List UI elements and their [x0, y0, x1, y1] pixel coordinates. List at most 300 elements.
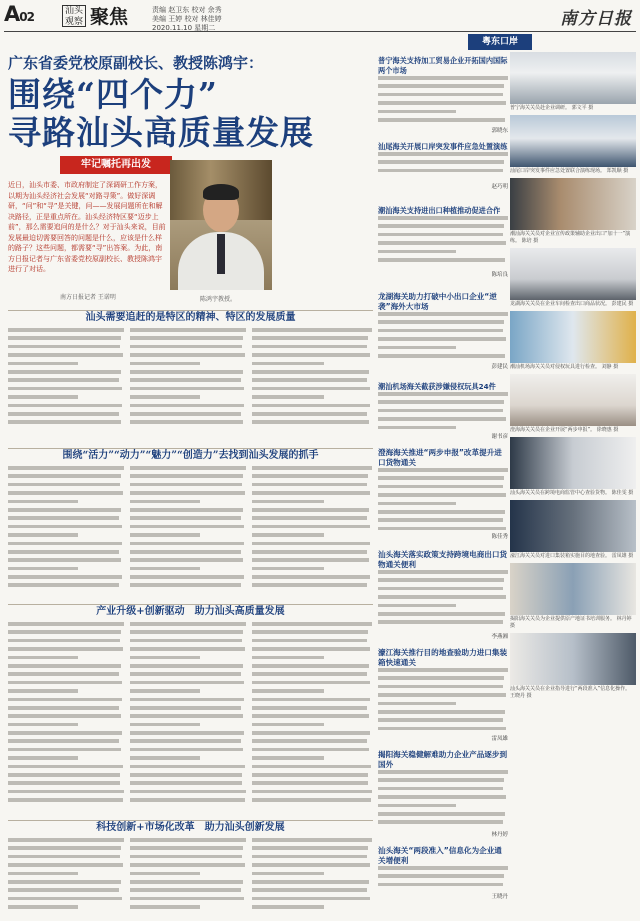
text-line: [378, 493, 506, 497]
text-line: [252, 370, 369, 374]
text-line: [8, 491, 123, 495]
text-line: [130, 748, 243, 752]
section-box: 汕头观察: [62, 5, 86, 27]
text-line: [130, 336, 243, 340]
photo-caption: 濠江海关关员对进口集装箱实施目的地查验。 雷凤雄 摄: [510, 553, 634, 559]
factory-photo: [510, 52, 636, 104]
text-line: [378, 518, 503, 522]
text-line: [8, 404, 122, 408]
text-line: [130, 630, 243, 634]
text-line: [378, 804, 456, 808]
body-text-column: [252, 838, 372, 916]
text-line: [130, 639, 242, 643]
text-line: [130, 880, 243, 884]
text-line: [378, 468, 508, 472]
text-line: [8, 681, 122, 685]
text-line: [8, 370, 121, 374]
text-line: [8, 466, 124, 470]
text-line: [130, 533, 200, 537]
text-line: [252, 714, 369, 718]
text-line: [252, 491, 370, 495]
text-line: [8, 558, 121, 562]
brief-title: 濠江海关推行目的地查验助力进口集装箱快速通关: [378, 648, 508, 667]
text-line: [252, 395, 324, 399]
text-line: [378, 169, 503, 173]
text-line: [252, 698, 370, 702]
brief-body: [378, 76, 508, 126]
text-line: [378, 76, 508, 80]
text-line: [8, 474, 121, 478]
text-line: [378, 417, 506, 421]
text-line: [378, 118, 505, 122]
text-line: [378, 727, 506, 731]
text-line: [378, 578, 504, 582]
text-line: [8, 723, 78, 727]
photo-caption: 澄海海关关员在企业开展“两步申报”。 徐晓惠 摄: [510, 427, 619, 433]
text-line: [130, 714, 243, 718]
body-text-column: [252, 466, 372, 592]
news-photo: [510, 500, 636, 560]
news-photo: [510, 374, 636, 434]
toys-photo: [510, 311, 636, 363]
text-line: [8, 575, 122, 579]
brief-body: [378, 468, 508, 532]
lead-title-line2: 寻路汕头高质量发展: [8, 113, 314, 152]
text-line: [8, 387, 122, 391]
text-line: [130, 387, 244, 391]
text-line: [378, 485, 503, 489]
text-line: [252, 672, 367, 676]
text-line: [8, 656, 78, 660]
text-line: [8, 880, 121, 884]
brief-body: [378, 770, 508, 830]
news-photo: [510, 52, 636, 112]
text-line: [252, 353, 370, 357]
text-line: [130, 353, 245, 357]
text-line: [378, 84, 504, 88]
text-line: [252, 838, 372, 842]
text-line: [130, 362, 200, 366]
lead-byline: 南方日报记者 王诺明: [60, 294, 116, 301]
text-line: [378, 795, 506, 799]
text-line: [130, 863, 245, 867]
text-line: [8, 664, 121, 668]
text-line: [130, 500, 200, 504]
news-photo: [510, 248, 636, 308]
news-brief: [378, 292, 508, 376]
text-line: [378, 250, 456, 254]
text-line: [252, 542, 370, 546]
text-line: [252, 525, 370, 529]
brief-body: [378, 570, 508, 632]
text-line: [130, 656, 200, 660]
text-line: [378, 718, 503, 722]
text-line: [252, 798, 371, 802]
news-brief: [378, 206, 508, 286]
guidance-photo: [510, 633, 636, 685]
text-line: [130, 558, 243, 562]
text-line: [252, 362, 324, 366]
brief-body: [378, 312, 508, 362]
news-brief: [378, 56, 508, 136]
text-line: [378, 337, 506, 341]
text-line: [8, 328, 124, 332]
text-line: [8, 905, 78, 909]
text-line: [8, 781, 120, 785]
text-line: [252, 483, 367, 487]
portrait-hair: [203, 184, 239, 200]
text-line: [252, 739, 367, 743]
text-line: [130, 466, 246, 470]
text-line: [252, 905, 324, 909]
text-line: [378, 329, 503, 333]
text-line: [8, 888, 119, 892]
text-line: [8, 790, 124, 794]
body-text-column: [130, 328, 246, 428]
brief-title: 龙湖海关助力打破中小出口企业“逆袭”海外大市场: [378, 292, 497, 311]
text-line: [8, 855, 120, 859]
brief-author: 陈培良: [491, 272, 508, 278]
text-line: [378, 409, 503, 413]
body-text-column: [8, 838, 124, 916]
section-banner: 粤东口岸: [468, 34, 532, 50]
text-line: [378, 668, 508, 672]
brief-body: [378, 866, 508, 892]
brief-body: [378, 216, 508, 270]
text-line: [252, 328, 372, 332]
right-news-column: [378, 34, 636, 918]
text-line: [8, 500, 78, 504]
body-text-column: [130, 838, 246, 916]
brief-author: 雷凤雄: [491, 736, 508, 742]
text-line: [378, 110, 456, 114]
column-tag: 牢记嘱托再出发: [60, 156, 172, 174]
text-line: [130, 872, 200, 876]
warehouse-photo: [510, 437, 636, 489]
text-line: [130, 483, 242, 487]
photo-caption: 汕头海关关员在跨境电商监管中心查验货物。 陈佳雯 摄: [510, 490, 634, 496]
text-line: [378, 702, 456, 706]
text-line: [252, 567, 324, 571]
text-line: [8, 897, 122, 901]
text-line: [8, 345, 120, 349]
text-line: [252, 872, 324, 876]
text-line: [252, 336, 368, 340]
text-line: [130, 370, 243, 374]
inspection-photo: [510, 178, 636, 230]
brief-title: 潮汕机场海关截获涉嫌侵权玩具24件: [378, 382, 496, 391]
text-line: [252, 500, 324, 504]
text-line: [378, 392, 508, 396]
meta-line: 美编 王婷 校对 林佳婷: [152, 15, 222, 23]
page-letter: A: [4, 2, 20, 26]
text-line: [130, 583, 241, 587]
text-line: [8, 689, 78, 693]
brief-author: 李燕湘: [491, 634, 508, 640]
body-text-column: [8, 328, 124, 428]
text-line: [252, 756, 324, 760]
page-digits: 02: [19, 10, 34, 24]
text-line: [8, 516, 119, 520]
lead-subtitle: 广东省委党校原副校长、教授陈鸿宇：: [8, 54, 264, 72]
text-line: [130, 681, 244, 685]
text-line: [8, 863, 123, 867]
text-line: [252, 516, 367, 520]
text-line: [252, 731, 370, 735]
text-line: [130, 412, 241, 416]
text-line: [130, 698, 244, 702]
text-line: [8, 748, 121, 752]
brief-body: [378, 152, 508, 182]
lead-title-line1: 围绕“四个力”: [8, 75, 218, 114]
text-line: [130, 420, 243, 424]
text-line: [378, 258, 505, 262]
text-line: [252, 420, 369, 424]
text-line: [252, 781, 368, 785]
text-line: [130, 846, 243, 850]
text-line: [130, 474, 243, 478]
text-line: [8, 647, 123, 651]
text-line: [8, 706, 119, 710]
section-heading: 科技创新+市场化改革 助力汕头创新发展: [8, 820, 373, 834]
text-line: [130, 567, 200, 571]
news-brief: [378, 448, 508, 544]
text-line: [378, 510, 505, 514]
text-line: [378, 710, 505, 714]
text-line: [8, 672, 119, 676]
text-line: [8, 838, 124, 842]
text-line: [8, 698, 122, 702]
text-line: [8, 353, 123, 357]
training-photo: [510, 563, 636, 615]
text-line: [378, 216, 508, 220]
text-line: [130, 575, 244, 579]
news-photo: [510, 311, 636, 371]
text-line: [130, 773, 242, 777]
meta-line: 责编 赵卫东 校对 余秀: [152, 6, 222, 14]
text-line: [8, 639, 120, 643]
text-line: [378, 820, 503, 824]
text-line: [378, 233, 503, 237]
text-line: [378, 612, 505, 616]
section-title: 聚焦: [90, 6, 129, 28]
text-line: [130, 647, 245, 651]
text-line: [130, 790, 246, 794]
text-line: [252, 647, 370, 651]
text-line: [378, 866, 508, 870]
brief-title: 澄海海关推进“两步申报”改革提升进口货物通关: [378, 448, 502, 467]
text-line: [252, 656, 324, 660]
body-text-column: [130, 622, 246, 808]
lead-title: [8, 76, 314, 152]
photo-caption: 汕头海关关员在企业指导进行“两段准入”信息化操作。 王晓丹 摄: [510, 686, 631, 699]
text-line: [8, 567, 78, 571]
text-line: [130, 378, 241, 382]
photo-caption: 潮汕海关关员对企业宣传政策辅助企业出口“加十一”演练。 陈培 摄: [510, 231, 631, 244]
text-line: [8, 550, 119, 554]
text-line: [130, 781, 242, 785]
photo-caption: 潮汕机场海关关员对侵权玩具进行检查。 刘静 摄: [510, 364, 619, 370]
text-line: [130, 508, 243, 512]
text-line: [8, 483, 120, 487]
text-line: [378, 476, 504, 480]
photo-caption: 汕尾口岸突发事件应急处置联合演练现场。 郑凯顺 摄: [510, 168, 629, 174]
text-line: [130, 838, 246, 842]
brief-author: 郭晓东: [491, 128, 508, 134]
text-line: [130, 525, 244, 529]
text-line: [130, 739, 241, 743]
text-line: [378, 320, 504, 324]
body-text-column: [252, 328, 372, 428]
portrait-tie: [217, 234, 225, 274]
brief-title: 潮汕海关支持进出口种植推动促进合作: [378, 206, 501, 215]
brief-author: 赵巧明: [491, 184, 508, 190]
text-line: [252, 888, 367, 892]
text-line: [8, 412, 119, 416]
office-photo: [510, 374, 636, 426]
brief-title: 汕头海关“两段准入”信息化为企业通关增便利: [378, 846, 502, 865]
text-line: [130, 550, 241, 554]
newspaper-logo: 南方日报: [560, 9, 632, 29]
text-line: [378, 587, 503, 591]
text-line: [378, 685, 503, 689]
text-line: [8, 798, 123, 802]
text-line: [8, 508, 121, 512]
text-line: [130, 672, 241, 676]
text-line: [378, 101, 506, 105]
text-line: [130, 855, 242, 859]
text-line: [8, 622, 124, 626]
text-line: [252, 897, 370, 901]
text-line: [8, 846, 121, 850]
brief-title: 揭阳海关稳健解难助力企业产品逐步到国外: [378, 750, 508, 769]
text-line: [130, 798, 245, 802]
text-line: [252, 855, 367, 859]
section-heading: 产业升级+创新驱动 助力汕头高质量发展: [8, 604, 373, 618]
text-line: [8, 583, 119, 587]
text-line: [252, 508, 369, 512]
text-line: [378, 152, 508, 156]
text-line: [378, 778, 504, 782]
text-line: [252, 880, 369, 884]
text-line: [8, 378, 119, 382]
text-line: [130, 516, 241, 520]
drill-photo: [510, 115, 636, 167]
text-line: [252, 575, 370, 579]
text-line: [8, 731, 122, 735]
text-line: [378, 93, 503, 97]
portrait-photo: [170, 160, 272, 290]
text-line: [8, 533, 78, 537]
text-line: [378, 224, 504, 228]
text-line: [130, 731, 244, 735]
text-line: [252, 412, 367, 416]
text-line: [8, 872, 78, 876]
text-line: [252, 558, 369, 562]
text-line: [378, 883, 503, 887]
text-line: [8, 714, 121, 718]
text-line: [378, 604, 456, 608]
news-brief: [378, 846, 508, 902]
news-photo: [510, 178, 636, 245]
text-line: [252, 765, 371, 769]
lead-intro: 近日，汕头市委、市政府制定了深调研工作方案，以期为汕头经济社会发展“对路寻策”。做好深调研，“问”和“寻”是关键，问——发展问题所在和解决路径，正是重点所在。汕头经济特区要“迈步上前”，那么需要追问的是什么？对于汕头来说，目前发展最迫切需要回答的问题是什么，应该是什么样的路子？这些问题，都需要“寻”出答案。为此，南方日报记者与广东省委党校原副校长、教授陈鸿宇进行了对话。: [8, 181, 166, 273]
text-line: [378, 770, 508, 774]
text-line: [252, 664, 369, 668]
photo-caption: 龙湖海关关员在企业车间检查出口商品状况。 彭建民 摄: [510, 301, 634, 307]
masthead-meta: [152, 6, 222, 33]
text-line: [252, 466, 372, 470]
brief-author: 陈佳秀: [491, 534, 508, 540]
text-line: [252, 706, 367, 710]
text-line: [252, 533, 324, 537]
brief-title: 汕头海关落实政策支持跨境电商出口货物通关便利: [378, 550, 508, 569]
text-line: [378, 570, 508, 574]
text-line: [378, 595, 506, 599]
text-line: [8, 420, 121, 424]
text-line: [378, 787, 503, 791]
text-line: [252, 689, 324, 693]
section-heading: 围绕“活力”“动力”“魅力”“创造力”去找到汕头发展的抓手: [8, 448, 373, 462]
news-brief: [378, 550, 508, 642]
text-line: [378, 812, 505, 816]
text-line: [130, 328, 246, 332]
news-brief: [378, 750, 508, 840]
news-photo: [510, 563, 636, 630]
text-line: [8, 362, 78, 366]
text-line: [8, 525, 122, 529]
text-line: [130, 542, 244, 546]
text-line: [252, 550, 367, 554]
text-line: [8, 336, 121, 340]
news-photo: [510, 437, 636, 497]
brief-author: 谢书彦: [491, 434, 508, 440]
text-line: [252, 790, 372, 794]
text-line: [130, 756, 200, 760]
text-line: [252, 863, 370, 867]
text-line: [8, 739, 119, 743]
body-text-column: [130, 466, 246, 592]
text-line: [130, 664, 243, 668]
text-line: [252, 474, 368, 478]
brief-title: 汕尾海关开展口岸突发事件应急处置演练: [378, 142, 508, 151]
text-line: [252, 378, 367, 382]
masthead: [4, 2, 636, 32]
brief-title: 普宁海关支持加工贸易企业开拓国内国际两个市场: [378, 56, 508, 75]
brief-author: 林丹婷: [491, 832, 508, 838]
text-line: [252, 748, 369, 752]
text-line: [378, 354, 505, 358]
text-line: [252, 630, 368, 634]
text-line: [252, 387, 370, 391]
text-line: [378, 502, 456, 506]
text-line: [252, 639, 367, 643]
text-line: [8, 765, 123, 769]
text-line: [252, 345, 367, 349]
text-line: [130, 622, 246, 626]
container-photo: [510, 500, 636, 552]
text-line: [130, 897, 244, 901]
text-line: [8, 773, 120, 777]
text-line: [8, 542, 122, 546]
text-line: [252, 723, 324, 727]
text-line: [130, 404, 244, 408]
text-line: [130, 395, 200, 399]
body-text-column: [8, 466, 124, 592]
text-line: [130, 888, 241, 892]
text-line: [378, 693, 506, 697]
meta-line: 2020.11.10 星期二: [152, 24, 216, 32]
